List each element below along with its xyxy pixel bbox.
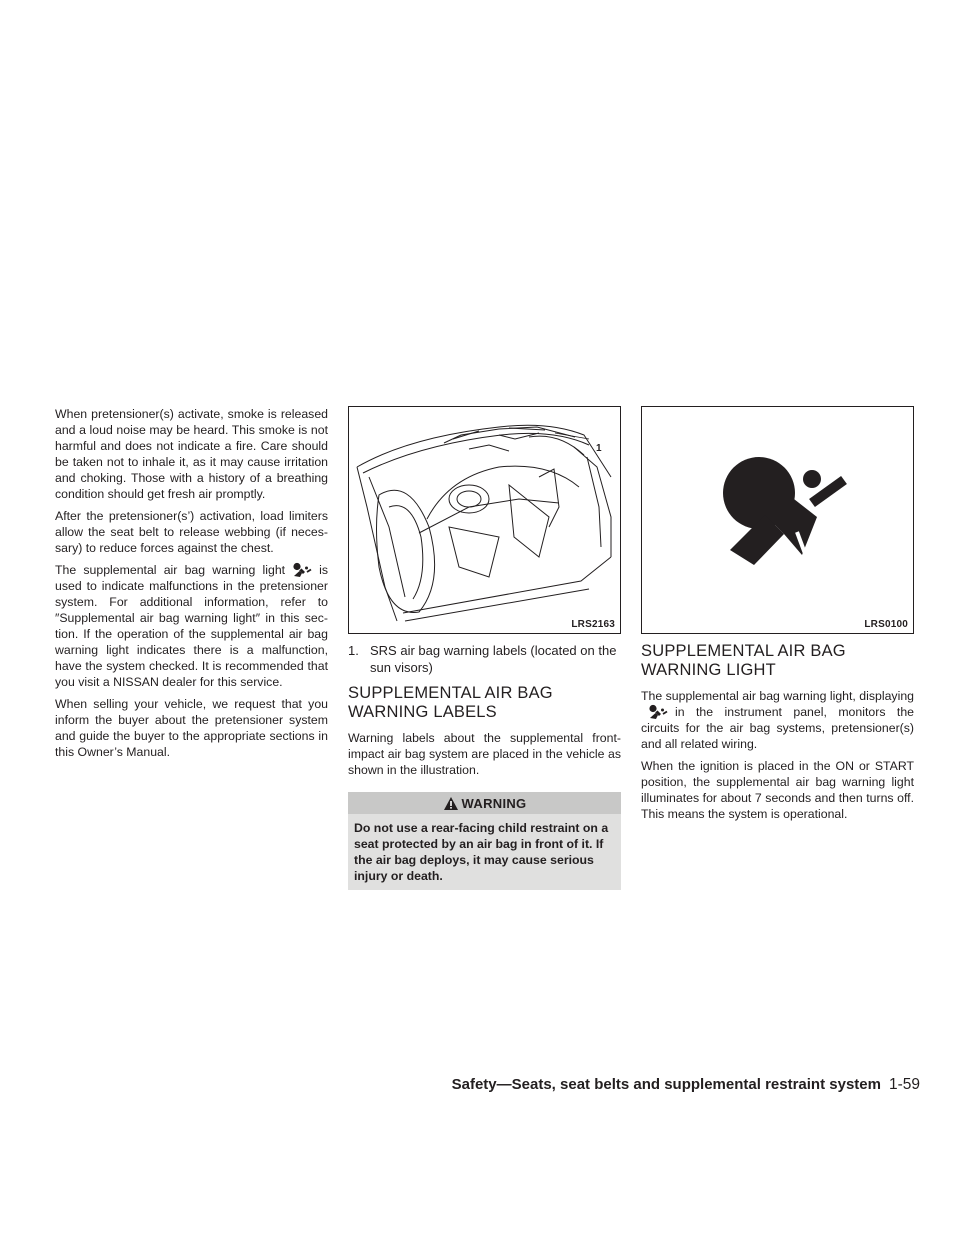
column-2 <box>348 406 621 890</box>
figure-airbag-symbol <box>641 406 914 634</box>
paragraph-selling: When selling your vehicle, we request that you inform the buyer about the pretensioner system and guide the buyer to the appropriate sections in this Owner’s Manual. <box>55 697 328 759</box>
display-text-a: The supplemental air bag warning light, displaying <box>641 689 914 703</box>
display-text-b: in the instrument panel, monitors the circuits for the air bag systems, pretensioner(s) and all related wiring. <box>641 705 914 751</box>
paragraph-load-limiters: After the pretensioner(s’) activation, load limiters allow the seat belt to release webbing (if necessary) to reduce forces against the chest. <box>55 509 328 555</box>
paragraph-warning-light-display <box>641 688 914 752</box>
paragraph-smoke: When pretensioner(s) activate, smoke is released and a loud noise may be heard. This smoke is not harmful and does not indicate a fire. Care should be taken not to inhale it, as it may cause irritation and choking. Those with a history of a breathing condition should get fresh air promptly. <box>55 407 328 501</box>
airbag-warning-icon <box>291 562 313 578</box>
paragraph-ignition: When the ignition is placed in the ON or START position, the supplemental air bag warning light illuminates for about 7 seconds and then turns off. This means the system is operational. <box>641 759 914 821</box>
paragraph-warning-light <box>55 562 328 690</box>
caption-number: 1. <box>348 643 359 658</box>
warning-light-text-b: is used to indicate malfunctions in the pretensioner system. For additional information, refer to ″Supplemental air bag warning light″ in this section. If the operation of the supplemental air bag warning light indicates there is a malfunction, have the system checked. It is recommended that you visit a NISSAN dealer for this service. <box>55 563 328 689</box>
warning-light-text-a: The supplemental air bag warning light <box>55 563 286 577</box>
footer-section-title: Safety—Seats, seat belts and supplemental restraint system <box>451 1076 881 1093</box>
page-footer <box>452 1076 920 1094</box>
figure-caption <box>348 642 621 676</box>
airbag-symbol-icon <box>642 407 913 633</box>
warning-title: WARNING <box>461 795 527 811</box>
page-number: 1-59 <box>888 1076 920 1093</box>
warning-header <box>348 792 621 814</box>
caption-text: SRS air bag warning labels (located on the sun visors) <box>370 643 617 675</box>
warning-text: Do not use a rear-facing child restraint on a seat protected by an air bag in front of it. If the air bag deploys, it may cause serious injury or death. <box>354 821 609 883</box>
figure-car-interior <box>348 406 621 634</box>
warning-triangle-icon <box>443 796 459 811</box>
airbag-warning-icon <box>647 704 669 720</box>
paragraph-warning-labels: Warning labels about the supplemental front-impact air bag system are placed in the vehicle as shown in the illustration. <box>348 731 621 777</box>
heading-warning-labels: SUPPLEMENTAL AIR BAG WARNING LABELS <box>348 684 553 721</box>
column-1 <box>55 406 328 766</box>
figure-callout-1: 1 <box>596 443 602 454</box>
heading-warning-light: SUPPLEMENTAL AIR BAG WARNING LIGHT <box>641 642 846 679</box>
warning-box <box>348 792 621 890</box>
column-3 <box>641 406 914 828</box>
figure-code: LRS0100 <box>864 619 908 630</box>
car-interior-illustration <box>349 407 620 633</box>
figure-code: LRS2163 <box>571 619 615 630</box>
